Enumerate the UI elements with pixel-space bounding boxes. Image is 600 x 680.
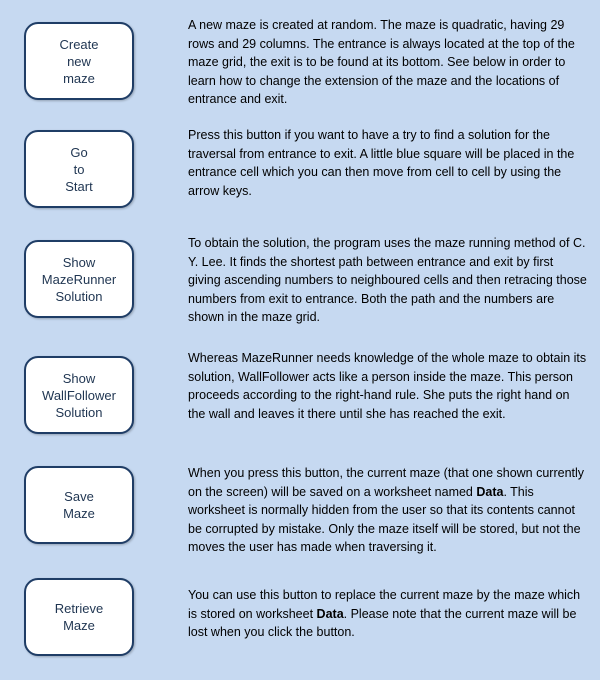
save-maze-button[interactable] xyxy=(24,466,134,544)
button-label-line: Show xyxy=(62,370,96,386)
button-label-line: new xyxy=(67,53,91,69)
button-label-line: Retrieve xyxy=(54,601,104,616)
show-wallfollower-solution-button[interactable] xyxy=(24,356,134,434)
button-label-line: MazeRunner xyxy=(41,271,117,287)
show-mazerunner-solution-button[interactable] xyxy=(24,240,134,318)
go-to-start-button[interactable] xyxy=(24,130,134,208)
button-label-line: Solution xyxy=(55,404,103,420)
retrieve-maze-description xyxy=(188,586,588,642)
button-label-line: to xyxy=(73,161,85,177)
button-label-line: Show xyxy=(62,254,96,270)
button-label-line: Maze xyxy=(63,506,95,521)
button-label-line: Maze xyxy=(63,618,95,633)
button-label-line: Save xyxy=(64,489,94,504)
button-label-line: maze xyxy=(63,70,95,86)
button-label-line: Create xyxy=(59,36,99,52)
create-new-maze-button[interactable] xyxy=(24,22,134,100)
button-label-line: Go xyxy=(70,144,88,160)
button-label-line: WallFollower xyxy=(42,387,116,403)
save-maze-description xyxy=(188,464,588,557)
go-to-start-description: Press this button if you want to have a try to find a solution for the traversal from entrance to exit. A little blue square will be placed in the entrance cell which you can then move from cell to cell by using the arrow keys. xyxy=(188,128,575,198)
description-text: You can use this button to replace the current maze by the maze which is stored on worksheet xyxy=(188,588,581,621)
description-text: . This worksheet is normally hidden from the user so that its contents cannot be corrupted by mistake. Only the maze itself will be stored, but not the moves the user has made when traversing it. xyxy=(188,484,581,554)
description-text: . Please note that the current maze will be lost when you click the button. xyxy=(188,606,577,639)
worksheet-name: Data xyxy=(476,484,504,499)
worksheet-name: Data xyxy=(316,606,344,621)
show-mazerunner-solution-description: To obtain the solution, the program uses the maze running method of C. Y. Lee. It finds the shortest path between entrance and exit by first giving ascending numbers to neighboured cells and then retracing those numbers from exit to entrance. Both the path and the numbers are shown in the maze grid. xyxy=(188,236,587,324)
description-text: When you press this button, the current maze (that one shown currently on the screen) will be saved on a worksheet named xyxy=(188,466,585,499)
button-label-line: Start xyxy=(65,178,93,194)
retrieve-maze-button[interactable] xyxy=(24,578,134,656)
button-label-line: Solution xyxy=(55,288,103,304)
create-new-maze-description: A new maze is created at random. The maze is quadratic, having 29 rows and 29 columns. The entrance is always located at the top of the maze grid, the exit is to be found at its bottom. See below in order to learn how to change the extension of the maze and the locations of entrance and exit. xyxy=(188,18,575,106)
show-wallfollower-solution-description: Whereas MazeRunner needs knowledge of the whole maze to obtain its solution, WallFollower acts like a person inside the maze. This person proceeds according to the right-hand rule. She puts the right hand on the wall and leaves it there until she has reached the exit. xyxy=(188,351,587,421)
